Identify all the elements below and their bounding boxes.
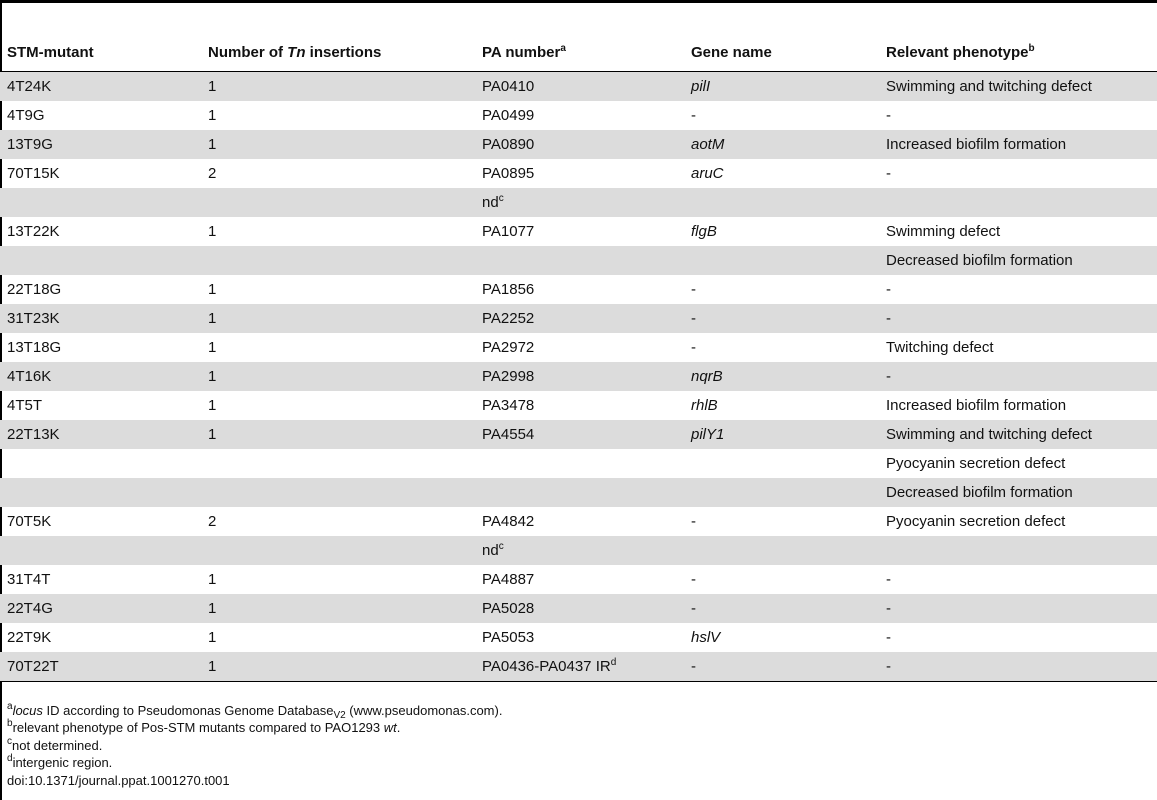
cell-gene-name: - — [691, 107, 696, 124]
table-row — [0, 391, 1157, 420]
cell-phenotype: - — [886, 571, 891, 588]
header-phenotype: Relevant phenotype$^b$ — [879, 34, 1157, 72]
table-row — [0, 536, 1157, 565]
cell-phenotype: - — [879, 652, 1157, 682]
cell-phenotype: - — [879, 304, 1157, 333]
cell-stm-mutant — [0, 246, 201, 275]
cell-phenotype — [879, 536, 1157, 565]
cell-phenotype: - — [886, 629, 891, 646]
cell-phenotype: Decreased biofilm formation — [879, 478, 1157, 507]
table-row — [0, 478, 1157, 507]
cell-phenotype: - — [886, 165, 891, 182]
cell-phenotype — [879, 188, 1157, 217]
footnote-b: $^b$relevant phenotype of Pos-STM mutants compared to PAO1293 wt. — [7, 718, 401, 736]
cell-tn-insertions: 1 — [201, 304, 475, 333]
cell-pa-number: PA0499 — [482, 107, 535, 124]
cell-phenotype: Pyocyanin secretion defect — [886, 455, 1066, 472]
cell-stm-mutant: 4T9G — [7, 107, 45, 124]
table-row — [0, 333, 1157, 362]
header-pa-number: PA number$^a$ — [475, 34, 684, 72]
cell-gene-name: aotM — [684, 130, 879, 159]
cell-phenotype: Increased biofilm formation — [886, 397, 1067, 414]
cell-tn-insertions — [201, 536, 475, 565]
cell-pa-number: $nd^c$ — [475, 536, 684, 565]
cell-gene-name: - — [684, 652, 879, 682]
table-row — [0, 449, 1157, 478]
cell-pa-number: PA2972 — [482, 339, 535, 356]
cell-pa-number — [475, 478, 684, 507]
cell-phenotype: - — [886, 281, 891, 298]
cell-pa-number: PA2252 — [475, 304, 684, 333]
table-row — [0, 420, 1157, 449]
footnotes — [7, 702, 502, 789]
cell-pa-number: PA0410 — [475, 72, 684, 102]
footnote-d: $^d$intergenic region. — [7, 753, 113, 771]
cell-pa-number: PA2998 — [475, 362, 684, 391]
cell-pa-number: PA4887 — [482, 571, 535, 588]
cell-gene-name: - — [691, 339, 696, 356]
table-row — [0, 623, 1157, 652]
cell-stm-mutant: 4T24K — [0, 72, 201, 102]
cell-gene-name — [684, 188, 879, 217]
cell-pa-number — [475, 449, 684, 478]
cell-pa-number: PA1077 — [482, 223, 535, 240]
cell-stm-mutant: 70T5K — [7, 513, 52, 530]
cell-tn-insertions: 1 — [208, 339, 217, 356]
table-row — [0, 188, 1157, 217]
footnote-a: $^a$locus ID according to Pseudomonas Genome Database$_{V2}$ (www.pseudomonas.com). — [7, 701, 503, 721]
cell-tn-insertions: 1 — [201, 420, 475, 449]
cell-stm-mutant: 22T4G — [0, 594, 201, 623]
cell-stm-mutant: 13T22K — [7, 223, 60, 240]
cell-gene-name: rhlB — [691, 397, 718, 414]
cell-tn-insertions: 1 — [208, 629, 217, 646]
data-table — [0, 34, 1157, 682]
cell-pa-number — [475, 246, 684, 275]
cell-stm-mutant: 4T5T — [7, 397, 43, 414]
cell-gene-name: flgB — [691, 223, 717, 240]
cell-gene-name: hslV — [691, 629, 721, 646]
cell-gene-name — [684, 536, 879, 565]
table-row — [0, 72, 1157, 102]
cell-tn-insertions: 2 — [208, 165, 217, 182]
cell-phenotype: Increased biofilm formation — [879, 130, 1157, 159]
cell-stm-mutant: 22T13K — [0, 420, 201, 449]
header-stm-mutant: STM-mutant — [0, 34, 201, 72]
cell-tn-insertions — [201, 188, 475, 217]
cell-pa-number: PA3478 — [482, 397, 535, 414]
cell-pa-number: $nd^c$ — [475, 188, 684, 217]
header-tn-insertions: Number of Tn insertions — [201, 34, 475, 72]
cell-stm-mutant: 22T18G — [7, 281, 62, 298]
cell-stm-mutant — [0, 449, 201, 478]
cell-tn-insertions — [201, 478, 475, 507]
cell-stm-mutant: 31T4T — [7, 571, 51, 588]
cell-gene-name: - — [691, 281, 696, 298]
cell-gene-name: - — [691, 571, 696, 588]
cell-stm-mutant — [0, 188, 201, 217]
cell-tn-insertions: 1 — [208, 571, 217, 588]
table-row — [0, 507, 1157, 536]
cell-pa-number: PA4842 — [482, 513, 535, 530]
cell-stm-mutant: 13T9G — [0, 130, 201, 159]
cell-phenotype: - — [879, 362, 1157, 391]
cell-gene-name: nqrB — [684, 362, 879, 391]
cell-gene-name — [684, 246, 879, 275]
table-row — [0, 217, 1157, 246]
cell-pa-number: PA0895 — [482, 165, 535, 182]
table-row — [0, 101, 1157, 130]
cell-tn-insertions: 1 — [208, 223, 217, 240]
table-row — [0, 159, 1157, 188]
top-rule — [0, 0, 1157, 3]
cell-gene-name: - — [684, 594, 879, 623]
cell-gene-name: pilI — [684, 72, 879, 102]
cell-stm-mutant — [0, 536, 201, 565]
table-body — [0, 72, 1157, 682]
header-row — [0, 34, 1157, 72]
cell-gene-name: aruC — [691, 165, 724, 182]
cell-stm-mutant: 22T9K — [7, 629, 52, 646]
cell-phenotype: Swimming defect — [886, 223, 1001, 240]
cell-tn-insertions: 1 — [208, 107, 217, 124]
cell-gene-name: pilY1 — [684, 420, 879, 449]
cell-phenotype: - — [879, 594, 1157, 623]
cell-gene-name: - — [684, 304, 879, 333]
cell-stm-mutant: 13T18G — [7, 339, 62, 356]
cell-stm-mutant: 4T16K — [0, 362, 201, 391]
cell-tn-insertions: 1 — [201, 362, 475, 391]
header-gene-name: Gene name — [684, 34, 879, 72]
table-row — [0, 246, 1157, 275]
cell-stm-mutant — [0, 478, 201, 507]
cell-tn-insertions — [201, 449, 475, 478]
cell-phenotype: Swimming and twitching defect — [879, 72, 1157, 102]
table-row — [0, 594, 1157, 623]
cell-tn-insertions: 1 — [208, 281, 217, 298]
cell-pa-number: PA1856 — [482, 281, 535, 298]
cell-gene-name: - — [691, 513, 696, 530]
table-row — [0, 275, 1157, 304]
cell-tn-insertions: 2 — [208, 513, 217, 530]
cell-pa-number: PA4554 — [475, 420, 684, 449]
cell-pa-number: PA0890 — [475, 130, 684, 159]
cell-tn-insertions: 1 — [208, 397, 217, 414]
table-row — [0, 652, 1157, 682]
cell-pa-number: PA0436-PA0437 $IR^d$ — [475, 652, 684, 682]
cell-tn-insertions: 1 — [201, 72, 475, 102]
doi-line: doi:10.1371/journal.ppat.1001270.t001 — [7, 772, 230, 788]
cell-gene-name — [684, 449, 879, 478]
cell-phenotype: Swimming and twitching defect — [879, 420, 1157, 449]
cell-phenotype: Pyocyanin secretion defect — [886, 513, 1066, 530]
footnote-c: $^c$not determined. — [7, 735, 103, 753]
cell-phenotype: Decreased biofilm formation — [879, 246, 1157, 275]
table-row — [0, 362, 1157, 391]
table-row — [0, 304, 1157, 333]
cell-tn-insertions: 1 — [201, 652, 475, 682]
cell-stm-mutant: 31T23K — [0, 304, 201, 333]
cell-stm-mutant: 70T15K — [7, 165, 60, 182]
cell-tn-insertions — [201, 246, 475, 275]
cell-pa-number: PA5053 — [482, 629, 535, 646]
cell-stm-mutant: 70T22T — [0, 652, 201, 682]
cell-tn-insertions: 1 — [201, 594, 475, 623]
cell-gene-name — [684, 478, 879, 507]
table-row — [0, 130, 1157, 159]
table-row — [0, 565, 1157, 594]
cell-phenotype: Twitching defect — [886, 339, 994, 356]
cell-phenotype: - — [886, 107, 891, 124]
cell-pa-number: PA5028 — [475, 594, 684, 623]
cell-tn-insertions: 1 — [201, 130, 475, 159]
